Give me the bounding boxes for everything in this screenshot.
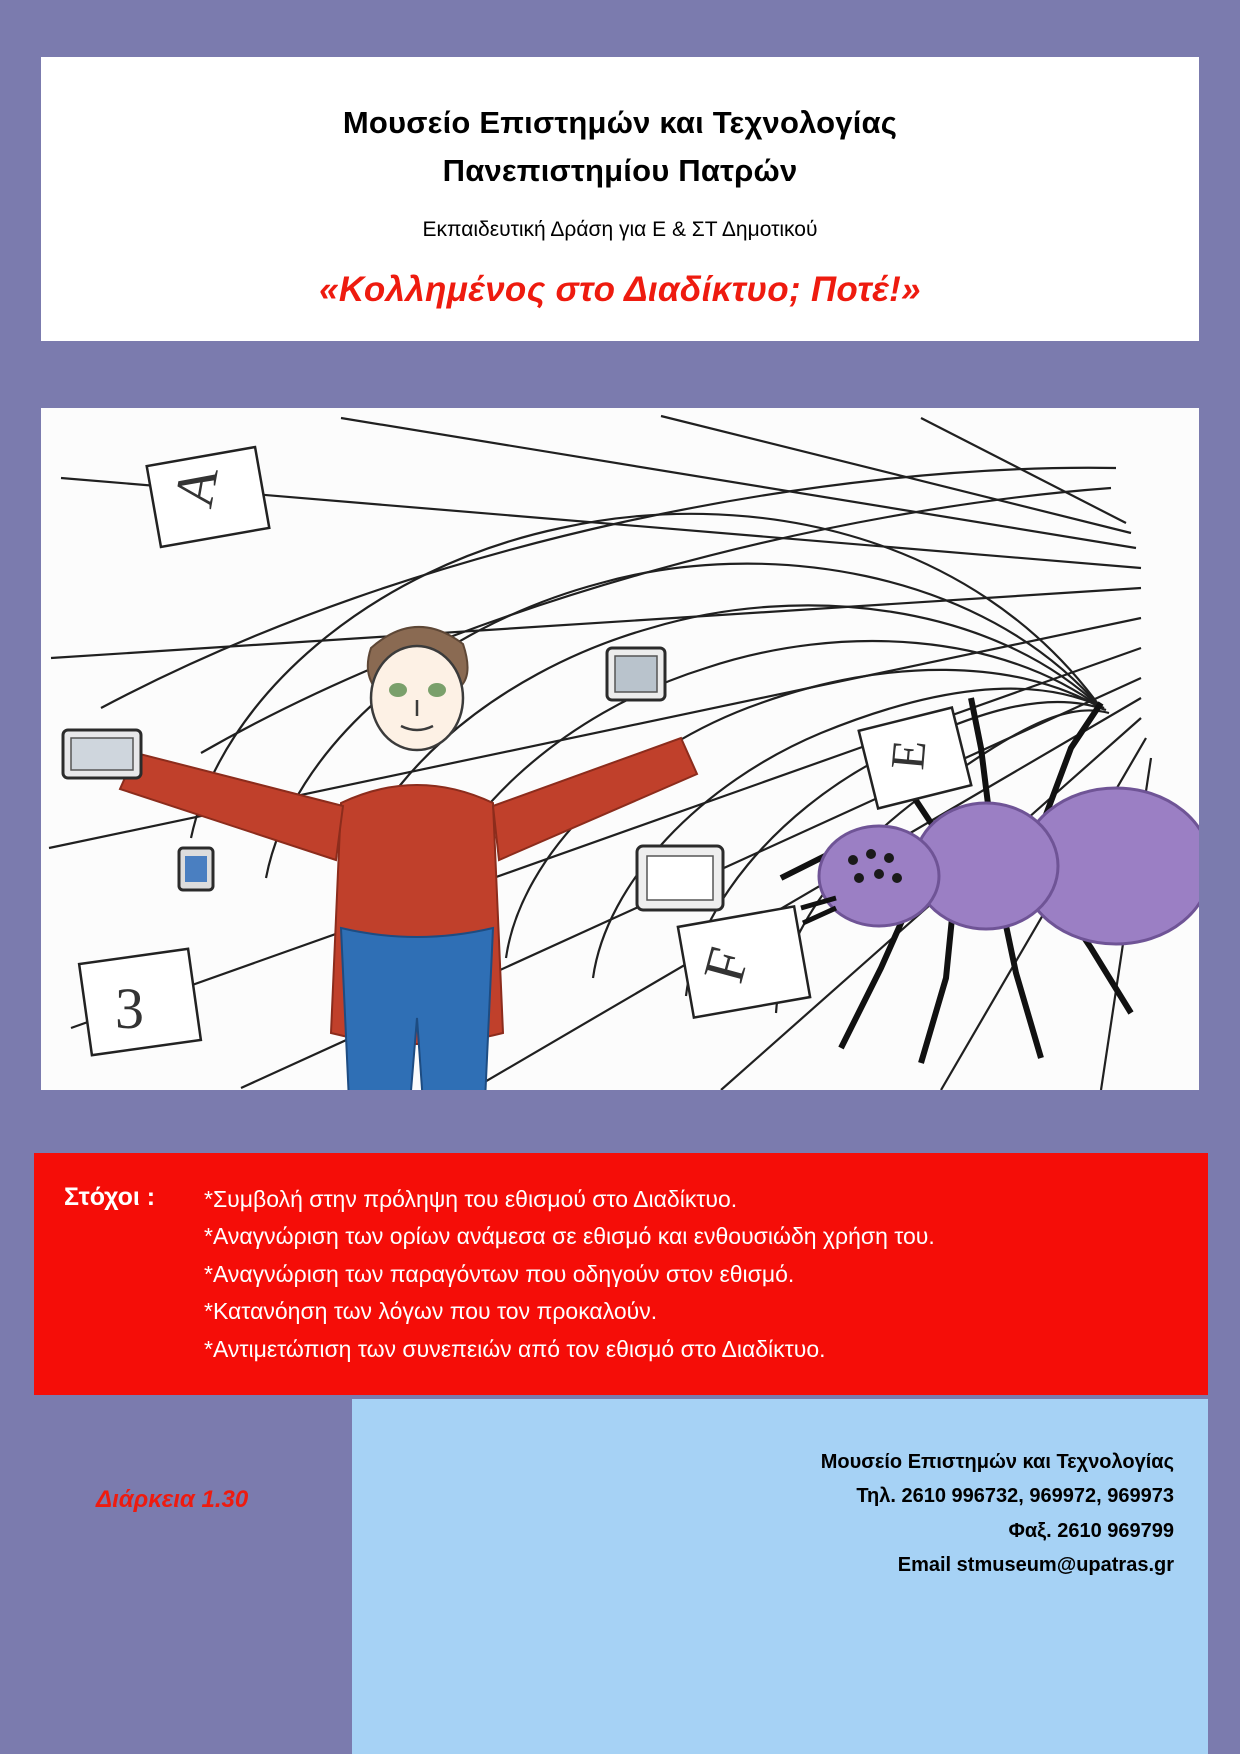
svg-text:A: A: [162, 461, 231, 512]
goal-item: *Κατανόηση των λόγων που τον προκαλούν.: [204, 1298, 658, 1325]
goals-label: Στόχοι :: [64, 1183, 156, 1211]
artwork-illustration: [41, 408, 1199, 1090]
page-title: «Κολλημένος στο Διαδίκτυο; Ποτέ!»: [319, 270, 921, 310]
goals-box: [34, 1153, 1208, 1395]
organization-line-1: Μουσείο Επιστημών και Τεχνολογίας: [342, 105, 898, 140]
goal-item: *Αναγνώριση των παραγόντων που οδηγούν στον εθισμό.: [204, 1260, 795, 1287]
contact-phone: Τηλ. 2610 996732, 969972, 969973: [856, 1485, 1174, 1508]
device-tablet-right: [637, 846, 723, 910]
boy-face: [371, 646, 463, 750]
svg-text:3: 3: [115, 976, 144, 1041]
boy-left-eye: [389, 683, 407, 697]
device-phone-left: [63, 730, 141, 778]
contact-email: Email stmuseum@upatras.gr: [897, 1554, 1174, 1577]
goal-item: *Αναγνώριση των ορίων ανάμεσα σε εθισμό και ενθουσιώδη χρήση του.: [204, 1223, 935, 1250]
device-tablet-top: [607, 648, 665, 700]
duration-label: Διάρκεια 1.30: [96, 1486, 249, 1513]
goal-item: *Αντιμετώπιση των συνεπειών από τον εθισμό στο Διαδίκτυο.: [204, 1335, 826, 1362]
header-panel: [41, 57, 1199, 341]
letter-card-a: [147, 447, 270, 547]
letter-card-f: [678, 906, 810, 1017]
boy-right-eye: [428, 683, 446, 697]
goal-item: *Συμβολή στην πρόληψη του εθισμού στο Διαδίκτυο.: [204, 1186, 738, 1212]
device-phone-small: [179, 848, 213, 890]
header-subtitle: Εκπαιδευτική Δράση για Ε & ΣΤ Δημοτικού: [422, 218, 818, 242]
goals-list: [204, 1181, 1178, 1395]
contact-museum-name: Μουσείο Επιστημών και Τεχνολογίας: [820, 1451, 1174, 1473]
contact-fax: Φαξ. 2610 969799: [1008, 1519, 1174, 1542]
letter-card-3: [79, 949, 201, 1055]
contact-box: [352, 1399, 1208, 1754]
svg-text:E: E: [881, 737, 937, 772]
organization-line-2: Πανεπιστημίου Πατρών: [442, 153, 798, 189]
svg-text:F: F: [690, 940, 762, 989]
spider-web-drawing: [41, 408, 1199, 1090]
